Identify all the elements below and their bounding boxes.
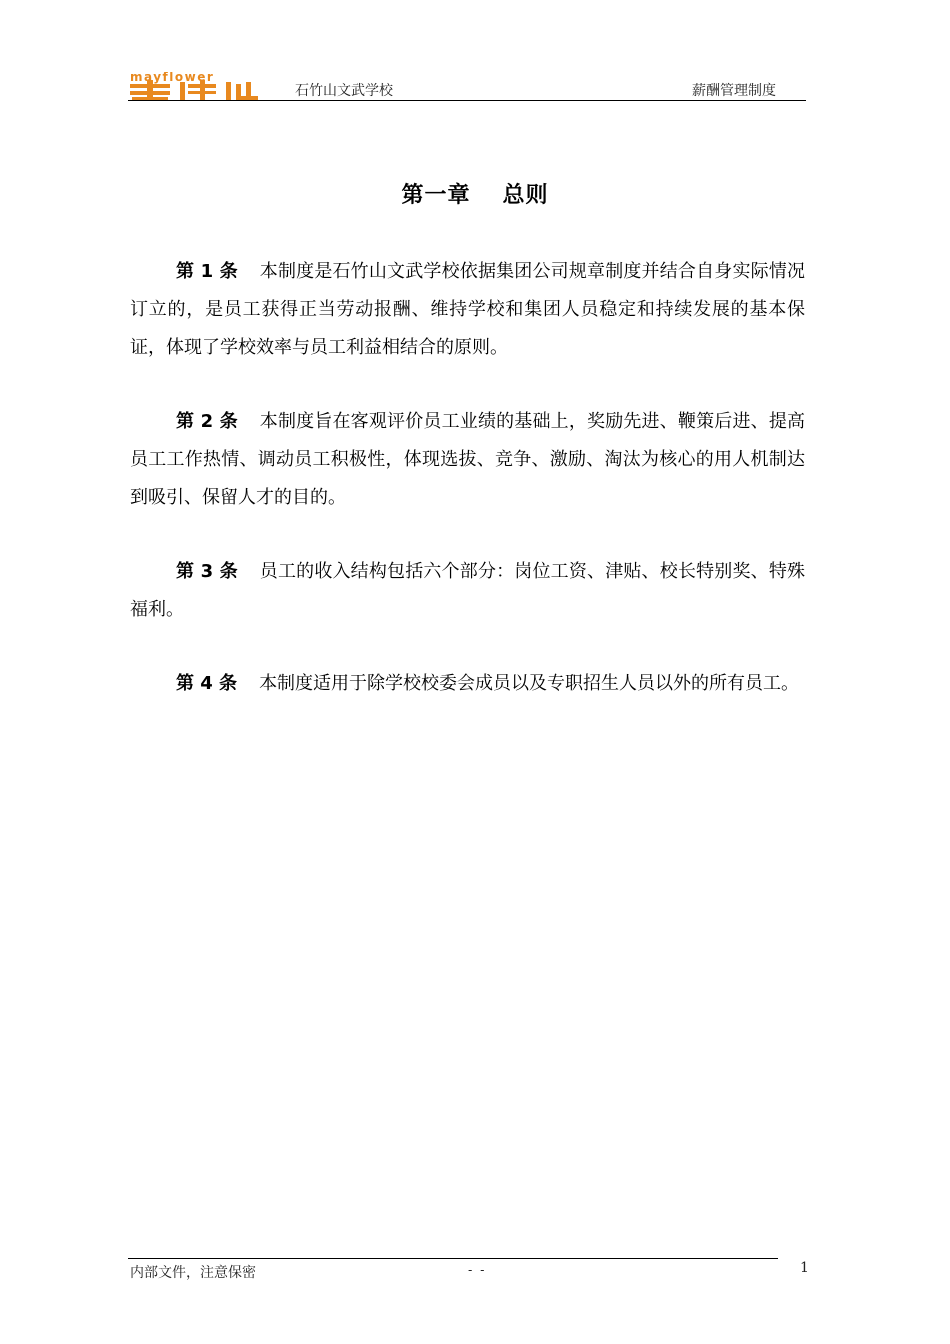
page-header <box>128 72 806 102</box>
chapter-number: 第一章 <box>401 183 471 208</box>
mayflower-logo-graphic <box>128 72 273 102</box>
chapter-heading <box>0 178 950 209</box>
article-1 <box>130 253 805 367</box>
article-2 <box>130 403 805 517</box>
footer-confidential-notice: 内部文件，注意保密 <box>130 1265 256 1281</box>
article-label: 第 3 条 <box>176 561 238 582</box>
article-4 <box>130 665 805 703</box>
page-number: 1 <box>800 1260 809 1276</box>
chapter-title: 总则 <box>502 183 549 208</box>
article-text: 本制度适用于除学校校委会成员以及专职招生人员以外的所有员工。 <box>259 673 800 694</box>
article-list <box>130 253 805 739</box>
article-text: 本制度是石竹山文武学校依据集团公司规章制度并结合自身实际情况订立的，是员工获得正当劳动报酬、维持学校和集团人员稳定和持续发展的基本保证，体现了学校效率与员工利益相结合的原则。 <box>130 261 805 358</box>
header-rule <box>128 100 806 101</box>
article-label: 第 2 条 <box>176 411 238 432</box>
mayflower-logo <box>128 72 273 102</box>
article-text: 员工的收入结构包括六个部分：岗位工资、津贴、校长特别奖、特殊福利。 <box>130 561 805 620</box>
article-text: 本制度旨在客观评价员工业绩的基础上，奖励先进、鞭策后进、提高员工工作热情、调动员工积极性，体现选拔、竞争、激励、淘汰为核心的用人机制达到吸引、保留人才的目的。 <box>130 411 805 508</box>
header-school-name: 石竹山文武学校 <box>295 83 393 99</box>
footer-separator: - - <box>468 1263 487 1277</box>
article-label: 第 4 条 <box>176 673 238 694</box>
article-label: 第 1 条 <box>176 261 238 282</box>
logo-text-latin: mayflower <box>130 72 215 84</box>
header-document-title: 薪酬管理制度 <box>692 83 776 99</box>
article-3 <box>130 553 805 629</box>
footer-rule <box>128 1258 778 1259</box>
